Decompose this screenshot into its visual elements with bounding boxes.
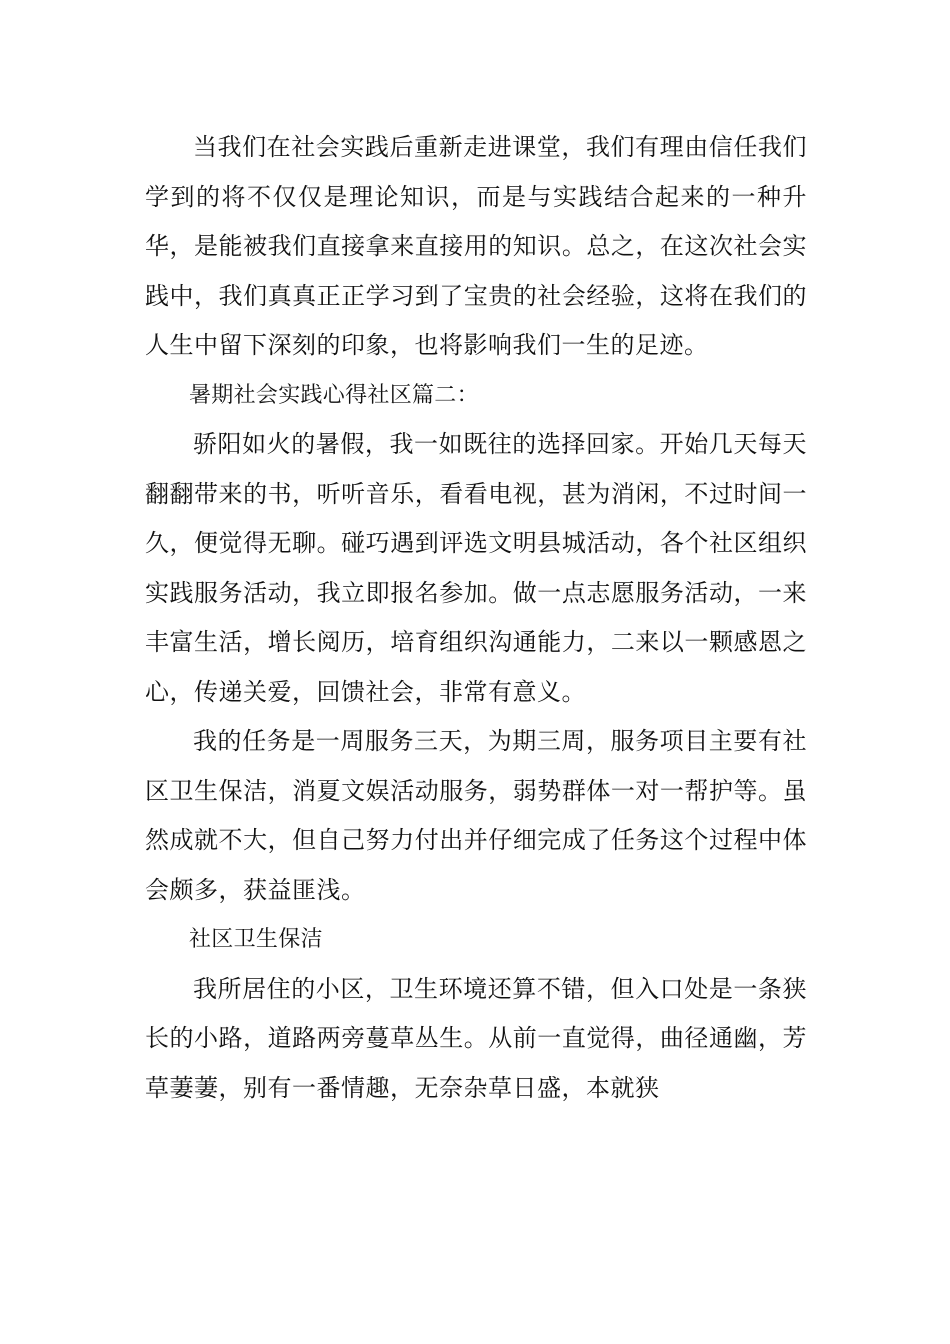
paragraph-tasks: 我的任务是一周服务三天，为期三周，服务项目主要有社区卫生保洁，消夏文娱活动服务，弱势群体一对一帮护等。虽然成就不大，但自己努力付出并仔细完成了任务这个过程中体会颇多，获益匪浅。 <box>145 727 807 904</box>
document-page <box>145 123 807 1113</box>
paragraph-summer-intro: 骄阳如火的暑假，我一如既往的选择回家。开始几天每天翻翻带来的书，听听音乐，看看电视，甚为消闲，不过时间一久，便觉得无聊。碰巧遇到评选文明县城活动，各个社区组织实践服务活动，我立即报名参加。做一点志愿服务活动，一来丰富生活，增长阅历，培育组织沟通能力，二来以一颗感恩之心，传递关爱，回馈社会，非常有意义。 <box>145 430 807 706</box>
section-heading-part-two: 暑期社会实践心得社区篇二： <box>189 382 479 408</box>
paragraph-conclusion: 当我们在社会实践后重新走进课堂，我们有理由信任我们学到的将不仅仅是理论知识，而是与实践结合起来的一种升华，是能被我们直接拿来直接用的知识。总之，在这次社会实践中，我们真真正正学习到了宝贵的社会经验，这将在我们的人生中留下深刻的印象，也将影响我们一生的足迹。 <box>145 133 807 359</box>
paragraph-community: 我所居住的小区，卫生环境还算不错，但入口处是一条狭长的小路，道路两旁蔓草丛生。从前一直觉得，曲径通幽，芳草萋萋，别有一番情趣，无奈杂草日盛，本就狭 <box>145 974 807 1102</box>
section-heading-sanitation: 社区卫生保洁 <box>189 927 323 952</box>
